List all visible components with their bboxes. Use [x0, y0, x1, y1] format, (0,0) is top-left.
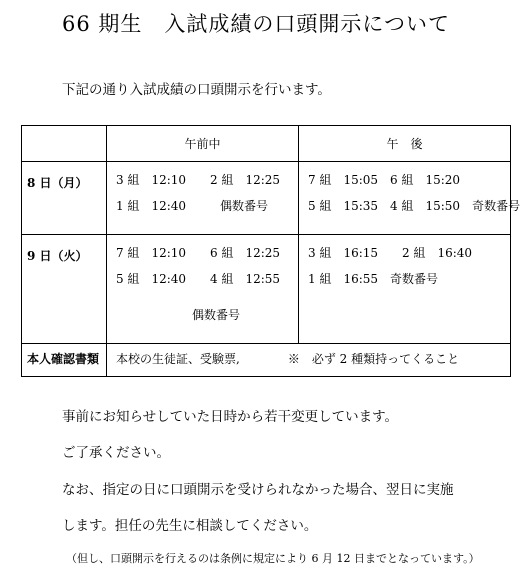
table-row-day2: [22, 235, 511, 344]
day1-pm-line2: 5 組 15:35 4 組 15:50 奇数番号: [308, 199, 521, 213]
day2-am-cell: [107, 235, 299, 344]
schedule-table: [21, 125, 521, 377]
table-header-row: [22, 126, 511, 162]
day1-am-kind: 偶数番号: [220, 199, 269, 213]
day2-pm-line2: 1 組 16:55 奇数番号: [308, 272, 439, 286]
day2-pm-cell: [299, 235, 511, 344]
header-am: 午前中: [107, 126, 299, 162]
confirm-text: 本校の生徒証、受験票, ※ 必ず 2 種類持ってくること: [107, 344, 511, 377]
day2-label: 9 日（火）: [22, 235, 107, 344]
page-title: 66 期生 入試成績の口頭開示について: [62, 12, 450, 36]
day1-am-line2: 1 組 12:40: [116, 199, 187, 213]
intro-text: 下記の通り入試成績の口頭開示を行います。: [62, 82, 331, 98]
header-pm: 午 後: [299, 126, 511, 162]
day1-am-line1: 3 組 12:10 2 組 12:25: [116, 173, 281, 187]
table-row-day1: [22, 162, 511, 235]
note-line-1: 事前にお知らせしていた日時から若干変更しています。: [62, 409, 399, 425]
note-line-3: なお、指定の日に口頭開示を受けられなかった場合、翌日に実施: [62, 482, 454, 498]
day1-pm-line1: 7 組 15:05 6 組 15:20: [308, 173, 461, 187]
day2-am-line2: 5 組 12:40 4 組 12:55: [116, 272, 281, 286]
day1-am-line2-wrap: [107, 198, 298, 234]
day2-pm-line1: 3 組 16:15 2 組 16:40: [308, 246, 473, 260]
note-line-2: ご了承ください。: [62, 445, 170, 461]
day2-am-kind: 偶数番号: [192, 308, 241, 322]
day1-am-cell: [107, 162, 299, 235]
day1-label: 8 日（月）: [22, 162, 107, 235]
table-row-confirm: [22, 344, 511, 377]
footnote: （但し、口頭開示を行えるのは条例に規定により 6 月 12 日までとなっています。）: [66, 552, 480, 565]
day1-pm-cell: [299, 162, 521, 235]
confirm-label: 本人確認書類: [22, 344, 107, 377]
note-line-4: します。担任の先生に相談してください。: [62, 518, 318, 534]
day2-am-line1: 7 組 12:10 6 組 12:25: [116, 246, 281, 260]
header-empty-cell: [22, 126, 107, 162]
